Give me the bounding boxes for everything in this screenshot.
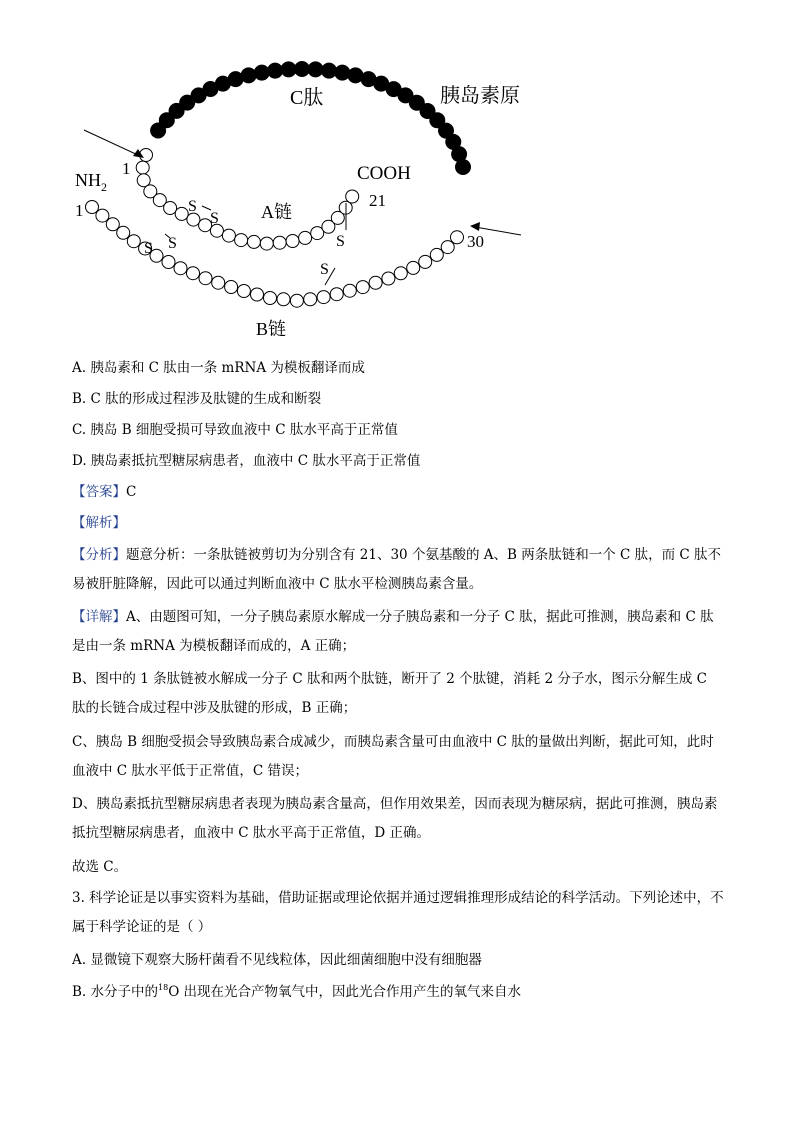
- c-peptide-bead: [295, 62, 310, 77]
- nh2-label: $NH_2$: [75, 170, 107, 194]
- sulfur-label: S: [210, 210, 219, 227]
- c-peptide-label: C肽: [290, 87, 324, 109]
- xiangjie-a-text: A、由题图可知，一分子胰岛素原水解成一分子胰岛素和一分子 C 肽，据此可推测，胰岛素和 C 肽是由一条 mRNA 为模板翻译而成的，A 正确；: [72, 609, 714, 654]
- xiangjie-d-paragraph: D、胰岛素抵抗型糖尿病患者表现为胰岛素含量高，但作用效果差，因而表现为糖尿病，据此可推测，胰岛素抵抗型糖尿病患者，血液中 C 肽水平高于正常值，D 正确。: [72, 796, 718, 841]
- c-peptide-bead: [268, 63, 283, 78]
- a-chain-bead: [260, 237, 273, 250]
- a-chain-bead: [286, 235, 299, 248]
- a-chain-bead: [136, 161, 149, 174]
- b-chain-bead: [106, 218, 119, 231]
- option-d: D. 胰岛素抵抗型糖尿病患者，血液中 C 肽水平高于正常值: [72, 453, 421, 469]
- xiangjie-c-paragraph: C、胰岛 B 细胞受损会导致胰岛素合成减少，而胰岛素含量可由血液中 C 肽的量做出判断，据此可知，此时血液中 C 肽水平低于正常值，C 错误；: [72, 734, 714, 779]
- a-chain-bead: [346, 190, 359, 203]
- xiangjie-a-paragraph: [72, 603, 724, 661]
- b-chain-bead: [162, 256, 175, 269]
- xiangjie-b-paragraph: B、图中的 1 条肽链被水解成一分子 C 肽和两个肽链，断开了 2 个肽键，消耗 2 分子水，图示分解生成 C 肽的长链合成过程中涉及肽键的形成，B 正确；: [72, 671, 707, 716]
- c-peptide-bead: [254, 65, 269, 80]
- c-peptide-bead: [322, 63, 337, 78]
- a-chain-bead: [175, 207, 188, 220]
- b-chain-bead: [419, 255, 432, 268]
- sulfur-label: S: [336, 233, 345, 250]
- a-chain-bead: [235, 234, 248, 247]
- cleavage-arrow-left: [84, 130, 144, 158]
- b-chain-bead: [264, 292, 277, 305]
- b-chain-bead: [225, 281, 238, 294]
- question-3-option-b: [72, 982, 521, 1002]
- cooh-label: COOH: [357, 163, 411, 184]
- b-chain-bead: [277, 293, 290, 306]
- proinsulin-label: 胰岛素原: [440, 85, 520, 107]
- b-chain-bead: [174, 262, 187, 275]
- q3b-suffix: O 出现在光合产物氧气中，因此光合作用产生的氧气来自水: [168, 984, 522, 1000]
- option-c: C. 胰岛 B 细胞受损可导致血液中 C 肽水平高于正常值: [72, 422, 398, 438]
- residue-number-1-b: 1: [75, 201, 84, 220]
- b-chain-bead: [407, 261, 420, 274]
- c-peptide-bead: [456, 160, 471, 175]
- question-3-stem: 3. 科学论证是以事实资料为基础，借助证据或理论依据并通过逻辑推理形成结论的科学活动。下列论述中，不属于科学论证的是（ ）: [72, 890, 724, 935]
- sulfur-label: S: [320, 261, 329, 278]
- option-a: A. 胰岛素和 C 肽由一条 mRNA 为模板翻译而成: [72, 360, 365, 376]
- b-chain-bead: [304, 293, 317, 306]
- answer-value: C: [126, 484, 137, 500]
- b-chain-bead: [343, 284, 356, 297]
- a-chain-bead: [299, 231, 312, 244]
- c-peptide-bead: [308, 62, 323, 77]
- proinsulin-svg: [70, 60, 570, 350]
- analysis-tag: [72, 513, 126, 533]
- residue-number-21: 21: [369, 191, 386, 210]
- sulfur-label: S: [188, 198, 197, 215]
- fenxi-tag: 【分析】: [72, 547, 126, 563]
- conclusion: 故选 C。: [72, 859, 128, 875]
- residue-number-30: 30: [467, 232, 484, 251]
- a-chain-label: A链: [261, 202, 292, 222]
- a-chain-bead: [187, 213, 200, 226]
- b-chain-bead: [356, 281, 369, 294]
- a-chain-bead: [247, 235, 260, 248]
- sulfur-label: S: [144, 240, 153, 257]
- b-chain-bead: [330, 288, 343, 301]
- proinsulin-diagram: [70, 60, 570, 350]
- c-peptide-bead: [335, 65, 350, 80]
- question-3-option-a: A. 显微镜下观察大肠杆菌看不见线粒体，因此细菌细胞中没有细胞器: [72, 952, 482, 968]
- b-chain-bead: [251, 288, 264, 301]
- b-chain-bead: [441, 241, 454, 254]
- fenxi-paragraph: [72, 541, 724, 599]
- b-chain-label: B链: [256, 319, 287, 339]
- q3b-prefix: B. 水分子中的: [72, 984, 159, 1000]
- a-chain-bead: [222, 229, 235, 242]
- sulfur-label: S: [168, 235, 177, 252]
- answer-tag: 【答案】: [72, 484, 126, 500]
- c-peptide-bead: [281, 62, 296, 77]
- b-chain-bead: [127, 235, 140, 248]
- fenxi-text: 题意分析：一条肽链被剪切为分别含有 21、30 个氨基酸的 A、B 两条肽链和一个 C 肽，而 C 肽不易被肝脏降解，因此可以通过判断血液中 C 肽水平检测胰岛素含量。: [72, 547, 722, 592]
- b-chain-bead: [369, 276, 382, 289]
- b-chain-bead: [451, 231, 464, 244]
- xiangjie-tag: 【详解】: [72, 609, 126, 625]
- b-chain-bead: [394, 267, 407, 280]
- option-b: B. C 肽的形成过程涉及肽键的生成和断裂: [72, 391, 322, 407]
- q3b-superscript: 18: [158, 983, 169, 992]
- b-chain-bead: [117, 226, 130, 239]
- bead-chains: [86, 62, 471, 308]
- b-chain-bead: [86, 201, 99, 214]
- b-chain-bead: [187, 267, 200, 280]
- a-chain-bead: [164, 202, 177, 215]
- b-chain-bead: [212, 276, 225, 289]
- b-chain-bead: [317, 291, 330, 304]
- analysis-tag-text: 【解析】: [72, 515, 126, 531]
- answer-line: [72, 482, 136, 502]
- a-chain-bead: [273, 236, 286, 249]
- b-chain-bead: [382, 272, 395, 285]
- b-chain-bead: [199, 272, 212, 285]
- b-chain-bead: [430, 248, 443, 261]
- residue-number-1-c: 1: [122, 159, 131, 178]
- b-chain-bead: [290, 294, 303, 307]
- c-peptide-bead: [241, 68, 256, 83]
- b-chain-bead: [237, 285, 250, 298]
- b-chain-bead: [96, 209, 109, 222]
